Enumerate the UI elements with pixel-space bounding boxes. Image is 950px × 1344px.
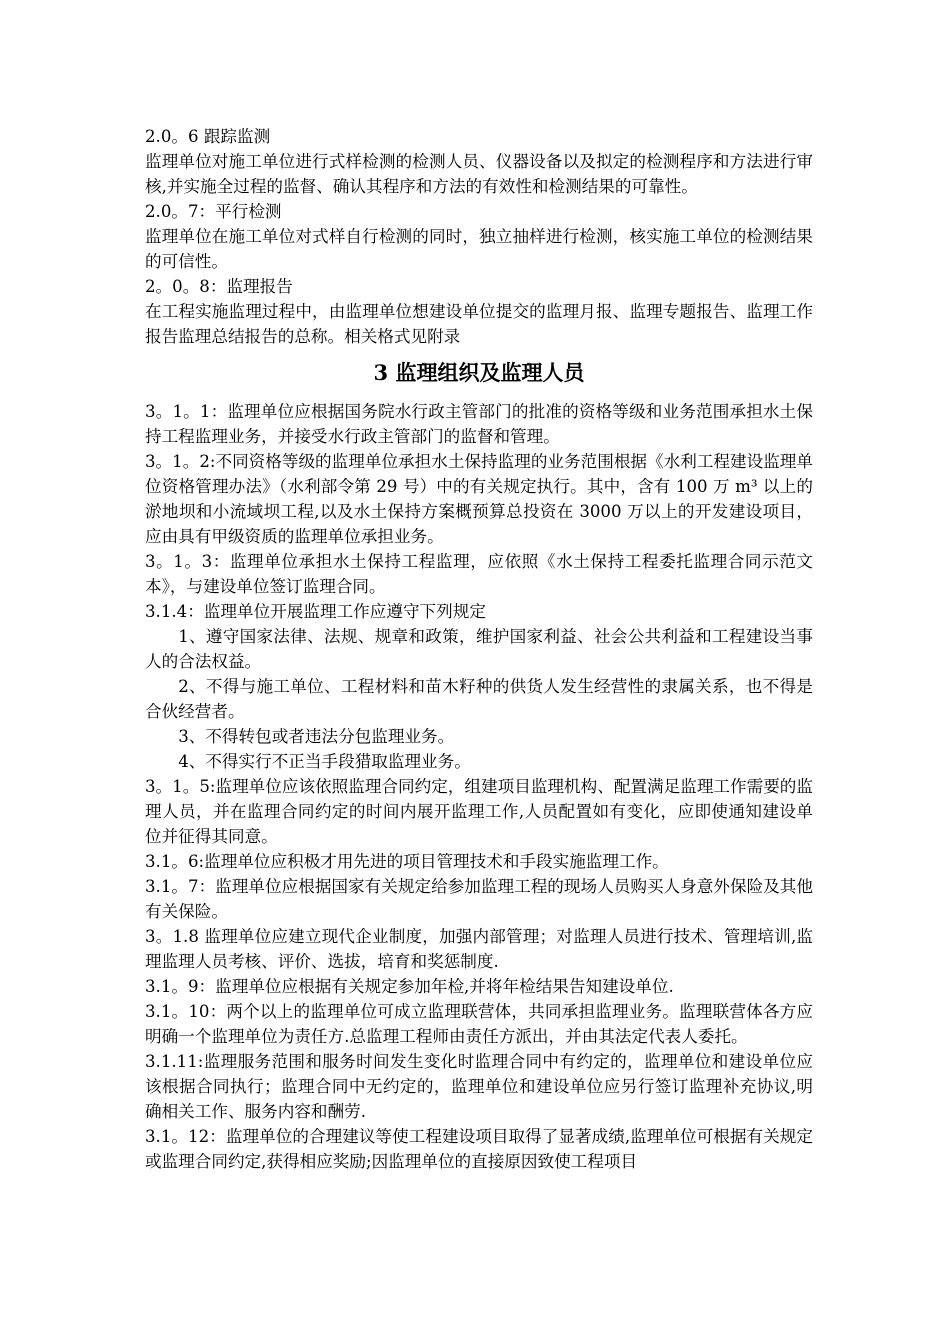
clause-2-0-7-body: 监理单位在施工单位对式样自行检测的同时，独立抽样进行检测，核实施工单位的检测结果的可信性。 [145, 227, 813, 271]
clause-2-0-7-title: 2.0。7：平行检测 [145, 202, 282, 221]
clause-3-1-11: 3.1.11:监理服务范围和服务时间发生变化时监理合同中有约定的，监理单位和建设单位应该根据合同执行；监理合同中无约定的，监理单位和建设单位应另行签订监理补充协议,明确相关工作、服务内容和酬劳. [145, 1052, 813, 1121]
clause-3-1-3: 3。1。3：监理单位承担水土保持工程监理，应依照《水土保持工程委托监理合同示范文本》，与建设单位签订监理合同。 [145, 552, 813, 596]
rule-item-3: 3、不得转包或者违法分包监理业务。 [178, 727, 455, 746]
clause-3-1-6: 3.1。6:监理单位应积极才用先进的项目管理技术和手段实施监理工作。 [145, 852, 669, 871]
document-page [145, 124, 813, 1174]
clause-3-1-5: 3。1。5:监理单位应该依照监理合同约定，组建项目监理机构、配置满足监理工作需要的监理人员，并在监理合同约定的时间内展开监理工作,人员配置如有变化，应即使通知建设单位并征得其同意。 [145, 777, 813, 846]
rule-item-1: 1、遵守国家法律、法规、规章和政策，维护国家利益、社会公共利益和工程建设当事人的合法权益。 [145, 627, 813, 671]
section-heading: 3 监理组织及监理人员 [373, 360, 585, 385]
clause-3-1-1: 3。1。1：监理单位应根据国务院水行政主管部门的批准的资格等级和业务范围承担水土保持工程监理业务，并接受水行政主管部门的监督和管理。 [145, 402, 813, 446]
clause-2-0-6-body: 监理单位对施工单位进行式样检测的检测人员、仪器设备以及拟定的检测程序和方法进行审核,并实施全过程的监督、确认其程序和方法的有效性和检测结果的可靠性。 [145, 152, 813, 196]
clause-3-1-9: 3.1。9：监理单位应根据有关规定参加年检,并将年检结果告知建设单位. [145, 977, 674, 996]
clause-3-1-2: 3。1。2:不同资格等级的监理单位承担水土保持监理的业务范围根据《水利工程建设监理单位资格管理办法》（水利部令第 29 号）中的有关规定执行。其中，含有 100 万 m³ 以上的淤地坝和小流域坝工程,以及水土保持方案概预算总投资在 3000 万以上的开发建设项目，应由具有甲级资质的监理单位承担业务。 [145, 452, 813, 546]
clause-2-0-8-title: 2。0。8：监理报告 [145, 277, 293, 296]
clause-3-1-7: 3.1。7：监理单位应根据国家有关规定给参加监理工程的现场人员购买人身意外保险及其他有关保险。 [145, 877, 813, 921]
clause-2-0-8-body: 在工程实施监理过程中，由监理单位想建设单位提交的监理月报、监理专题报告、监理工作报告监理总结报告的总称。相关格式见附录 [145, 302, 813, 346]
rule-item-4: 4、不得实行不正当手段猎取监理业务。 [178, 752, 471, 771]
clause-2-0-6-title: 2.0。6 跟踪监测 [145, 127, 271, 146]
clause-3-1-12: 3.1。12：监理单位的合理建议等使工程建设项目取得了显著成绩,监理单位可根据有关规定或监理合同约定,获得相应奖励;因监理单位的直接原因致使工程项目 [145, 1127, 813, 1171]
clause-3-1-4: 3.1.4：监理单位开展监理工作应遵守下列规定 [145, 602, 486, 621]
rule-item-2: 2、不得与施工单位、工程材料和苗木籽种的供货人发生经营性的隶属关系，也不得是合伙经营者。 [145, 677, 813, 721]
clause-3-1-10: 3.1。10：两个以上的监理单位可成立监理联营体，共同承担监理业务。监理联营体各方应明确一个监理单位为责任方.总监理工程师由责任方派出，并由其法定代表人委托。 [145, 1002, 813, 1046]
clause-3-1-8: 3。1.8 监理单位应建立现代企业制度，加强内部管理；对监理人员进行技术、管理培训,监理监理人员考核、评价、选拔，培育和奖惩制度. [145, 927, 813, 971]
